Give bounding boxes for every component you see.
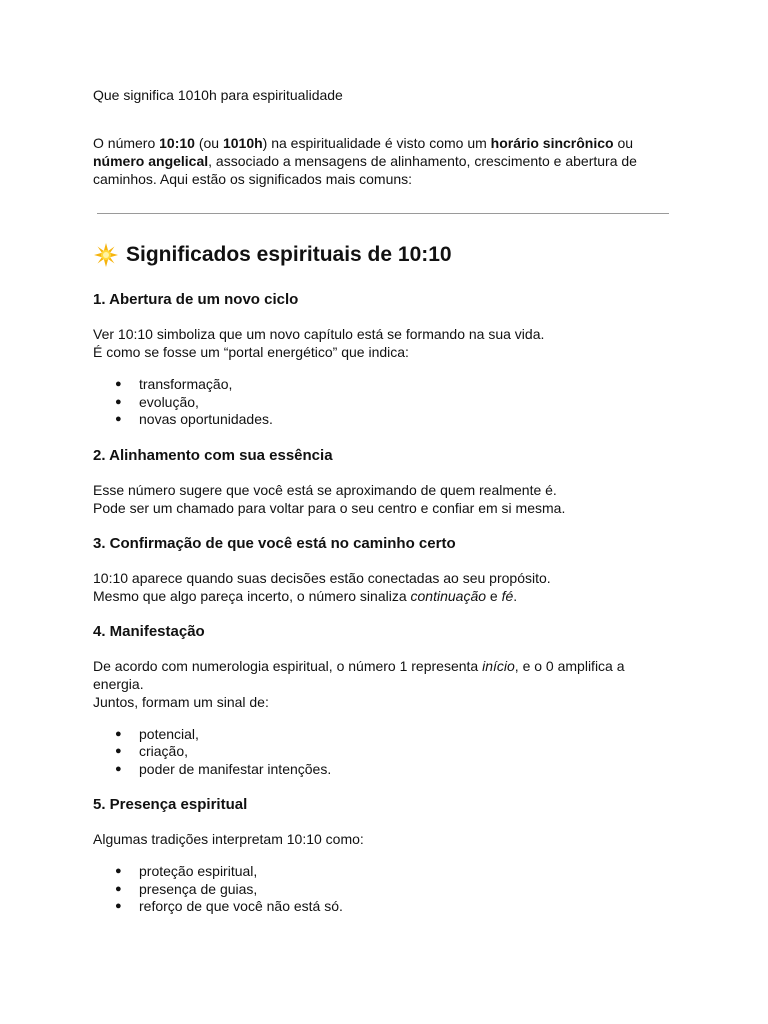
section-1-list <box>93 376 673 429</box>
list-item: ● presença de guias, <box>93 881 673 899</box>
intro-bold-1010h: 1010h <box>222 135 263 151</box>
section-2-line-2: Pode ser um chamado para voltar para o seu centro e confiar em si mesma. <box>93 499 566 516</box>
section-3-line-2: . <box>513 587 518 604</box>
document-title: Que significa 1010h para espiritualidade <box>93 87 343 103</box>
section-4-line-2: Juntos, formam um sinal de: <box>93 693 269 710</box>
intro-text: , associado a mensagens de alinhamento, crescimento e abertura de caminhos. Aqui estão os significados mais comuns: <box>93 153 637 187</box>
section-3-line-2: Mesmo que algo pareça incerto, o número sinaliza <box>93 587 411 604</box>
intro-bold-angelical: número angelical <box>93 153 209 169</box>
section-3-line-2: e <box>486 587 502 604</box>
section-3-italic-fe: fé <box>501 587 514 604</box>
list-item: ● criação, <box>93 743 673 761</box>
main-heading <box>93 240 673 270</box>
section-2-paragraph <box>93 481 673 517</box>
intro-text: ou <box>613 135 634 151</box>
section-3-line-1: 10:10 aparece quando suas decisões estão conectadas ao seu propósito. <box>93 569 551 586</box>
intro-text: O número <box>93 135 160 151</box>
list-item: ● proteção espiritual, <box>93 863 673 881</box>
section-4-line-1: , e o 0 amplifica a energia. <box>93 657 625 692</box>
list-item: ● potencial, <box>93 726 673 744</box>
section-1-paragraph <box>93 325 673 361</box>
intro-text: (ou <box>194 135 223 151</box>
section-5-paragraph: Algumas tradições interpretam 10:10 como: <box>93 831 364 847</box>
list-item: ● poder de manifestar intenções. <box>93 761 673 779</box>
section-4-heading: 4. Manifestação <box>93 622 205 640</box>
document-page <box>93 86 673 916</box>
main-heading-text: Significados espirituais de 10:10 <box>126 243 452 266</box>
section-2-line-1: Esse número sugere que você está se aproximando de quem realmente é. <box>93 481 557 498</box>
section-3-italic-continuacao: continuação <box>410 587 487 604</box>
section-3-paragraph <box>93 569 673 605</box>
section-4-list <box>93 726 673 779</box>
section-1-line-2: É como se fosse um “portal energético” que indica: <box>93 344 409 360</box>
section-1-heading: 1. Abertura de um novo ciclo <box>93 291 299 308</box>
intro-bold-1010: 10:10 <box>159 135 195 151</box>
section-5-list <box>93 863 673 916</box>
list-item: ● transformação, <box>93 376 673 394</box>
intro-paragraph <box>93 134 673 188</box>
section-1-line-1: Ver 10:10 simboliza que um novo capítulo está se formando na sua vida. <box>93 326 545 342</box>
glowing-star-icon <box>93 242 119 268</box>
horizontal-divider <box>97 213 669 214</box>
section-5-heading: 5. Presença espiritual <box>93 796 248 813</box>
list-item: ● evolução, <box>93 394 673 412</box>
section-4-paragraph <box>93 657 673 711</box>
section-3-heading: 3. Confirmação de que você está no caminho certo <box>93 534 456 552</box>
section-4-italic-inicio: início <box>482 657 515 674</box>
list-item: ● novas oportunidades. <box>93 411 673 429</box>
section-2-heading: 2. Alinhamento com sua essência <box>93 446 333 464</box>
intro-text: ) na espiritualidade é visto como um <box>262 135 491 151</box>
intro-bold-sincronico: horário sincrônico <box>490 135 614 151</box>
section-4-line-1: De acordo com numerologia espiritual, o número 1 representa <box>93 657 483 674</box>
list-item: ● reforço de que você não está só. <box>93 898 673 916</box>
